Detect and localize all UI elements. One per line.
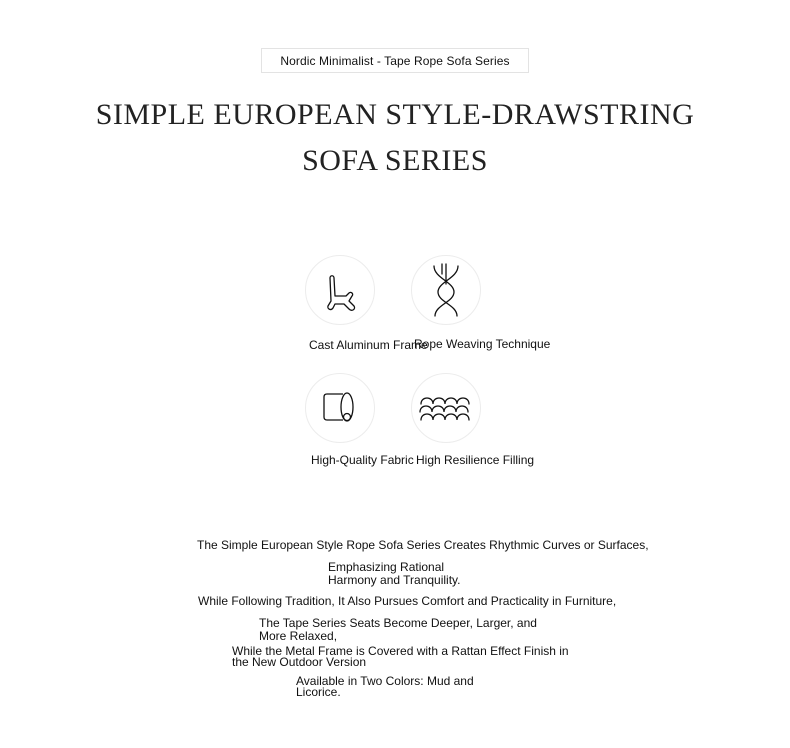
filling-waves-icon: [417, 388, 475, 428]
description-line-5b: the New Outdoor Version: [232, 655, 367, 669]
feature-rope-badge: [411, 255, 481, 325]
description-line-1: The Simple European Style Rope Sofa Series Creates Rhythmic Curves or Surfaces,: [197, 538, 649, 552]
feature-filling-badge: [411, 373, 481, 443]
feature-frame-badge: [305, 255, 375, 325]
feature-rope-label: Rope Weaving Technique: [414, 337, 551, 351]
series-tag: [261, 48, 529, 73]
feature-fabric-label: High-Quality Fabric: [311, 453, 414, 467]
description-line-6a: Available in Two Colors: Mud and: [296, 674, 474, 688]
description-line-2a: Emphasizing Rational: [328, 560, 445, 574]
description-line-6b: Licorice.: [296, 685, 341, 699]
chair-icon: [315, 265, 365, 315]
page-title-line-2: SOFA SERIES: [302, 144, 488, 177]
description-line-5a: While the Metal Frame is Covered with a Rattan Effect Finish in: [232, 644, 569, 658]
rope-icon: [421, 262, 471, 318]
description-line-4b: More Relaxed,: [259, 629, 338, 643]
description-line-4a: The Tape Series Seats Become Deeper, Larger, and: [259, 616, 537, 630]
fabric-roll-icon: [318, 386, 362, 430]
page-title-line-1: SIMPLE EUROPEAN STYLE-DRAWSTRING: [95, 98, 695, 131]
description-line-2b: Harmony and Tranquility.: [328, 573, 461, 587]
description-line-3: While Following Tradition, It Also Pursues Comfort and Practicality in Furniture,: [198, 594, 617, 608]
page-title: [0, 92, 790, 184]
feature-fabric-badge: [305, 373, 375, 443]
series-tag-text: Nordic Minimalist - Tape Rope Sofa Series: [280, 53, 510, 68]
feature-frame-label: Cast Aluminum Frame: [309, 338, 428, 352]
feature-filling-label: High Resilience Filling: [416, 453, 535, 467]
